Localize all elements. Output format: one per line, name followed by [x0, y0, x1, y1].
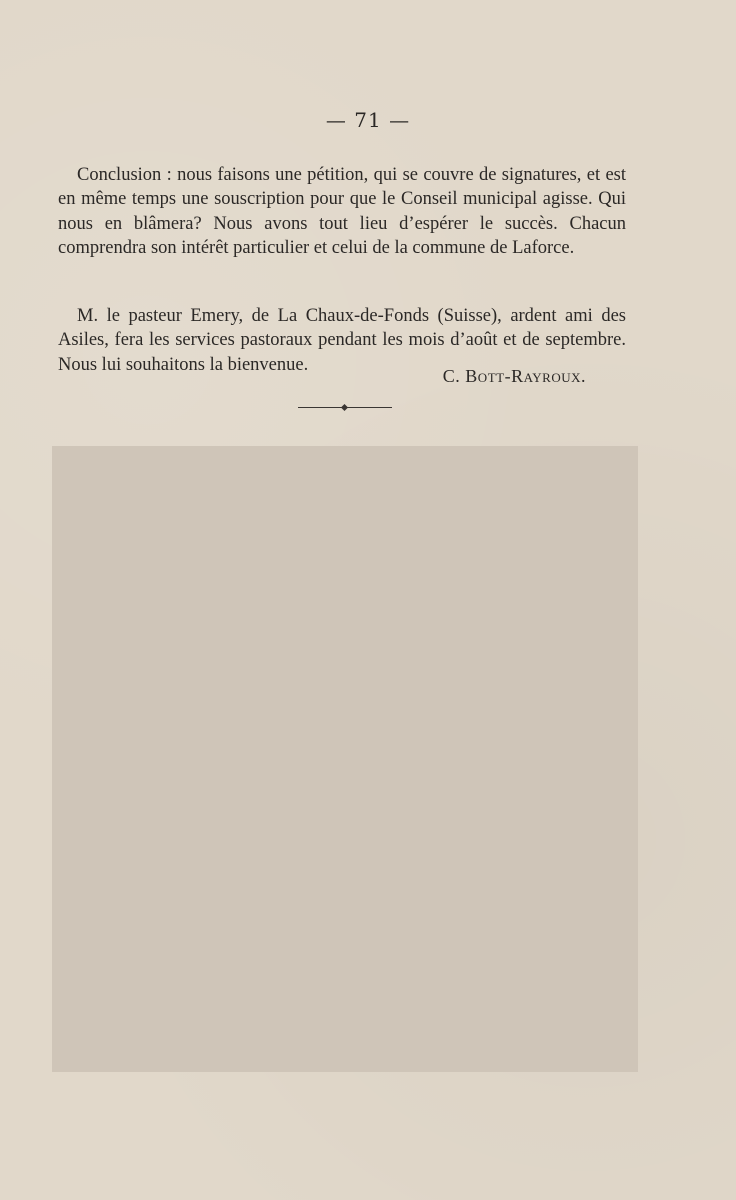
blank-image-area — [52, 446, 638, 1072]
signature-initial: C. — [442, 366, 461, 386]
paragraph-pastor-announcement: M. le pasteur Emery, de La Chaux-de-Fonds (Suisse), ardent ami des Asiles, fera les services pastoraux pendant les mois d’août et de septembre. Nous lui souhaitons la bienvenue. — [58, 305, 626, 375]
section-divider — [298, 406, 392, 410]
divider-ornament — [341, 404, 348, 411]
page-number: — 71 — — [325, 108, 411, 132]
signature — [443, 366, 586, 387]
signature-name: Bott-Rayroux. — [465, 366, 586, 386]
paragraph-conclusion: Conclusion : nous faisons une pétition, qui se couvre de signatures, et est en même temps une souscription pour que le Conseil municipal agisse. Qui nous en blâmera? Nous avons tout lieu d’espérer le succès. Chacun comprendra son intérêt particulier et celui de la commune de Laforce. — [58, 164, 626, 258]
